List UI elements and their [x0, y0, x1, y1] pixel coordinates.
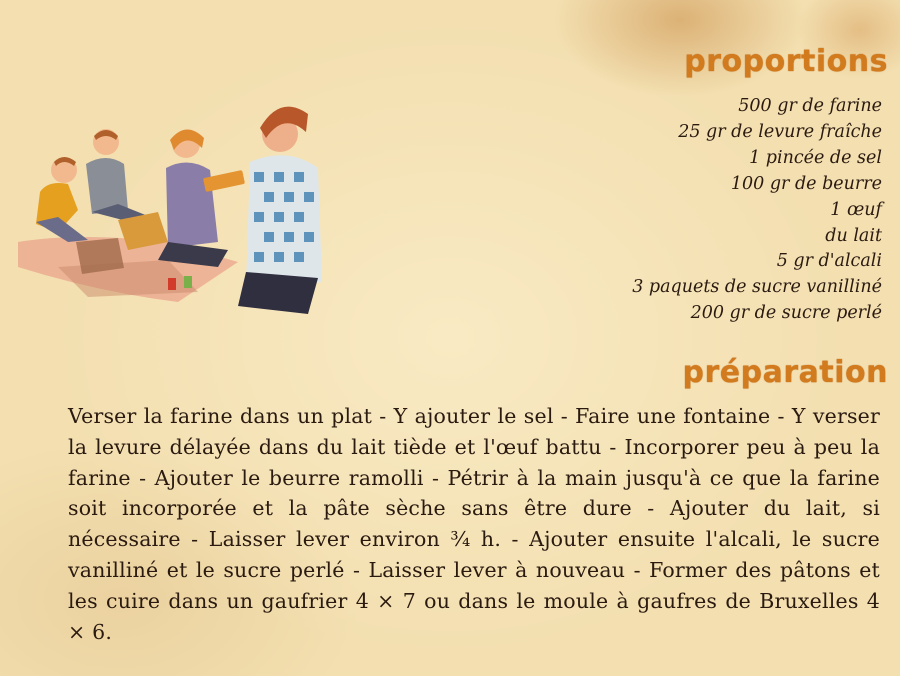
ingredient-item: 200 gr de sucre perlé — [690, 303, 882, 324]
ingredient-item: 5 gr d'alcali — [776, 251, 882, 272]
family-picnic-illustration — [18, 92, 338, 324]
ingredient-item: 1 pincée de sel — [749, 147, 882, 168]
preparation-text: Verser la farine dans un plat - Y ajouter le sel - Faire une fontaine - Y verser la levure délayée dans du lait tiède et l'œuf battu - Incorporer peu à peu la farine - Ajouter le beurre ramolli - Pétrir à la main jusqu'à ce que la farine soit incorporée et la pâte sèche sans être dure - Ajouter du lait, si nécessaire - Laisser lever environ ¾ h. - Ajouter ensuite l'alcali, le sucre vanilliné et le sucre perlé - Laisser lever à nouveau - Former des pâtons et les cuire dans un gaufrier 4 × 7 ou dans le moule à gaufres de Bruxelles 4 × 6. — [68, 404, 880, 644]
proportions-heading: proportions — [684, 44, 888, 79]
ingredient-item: 25 gr de levure fraîche — [678, 121, 882, 142]
ingredient-item: 100 gr de beurre — [730, 173, 882, 194]
ingredients-list — [632, 94, 882, 327]
ingredient-item: 500 gr de farine — [738, 96, 882, 116]
ingredient-item: 3 paquets de sucre vanilliné — [632, 277, 882, 298]
preparation-heading: préparation — [682, 355, 888, 390]
ingredient-item: 1 œuf — [830, 199, 882, 220]
ingredient-item: du lait — [825, 225, 882, 246]
